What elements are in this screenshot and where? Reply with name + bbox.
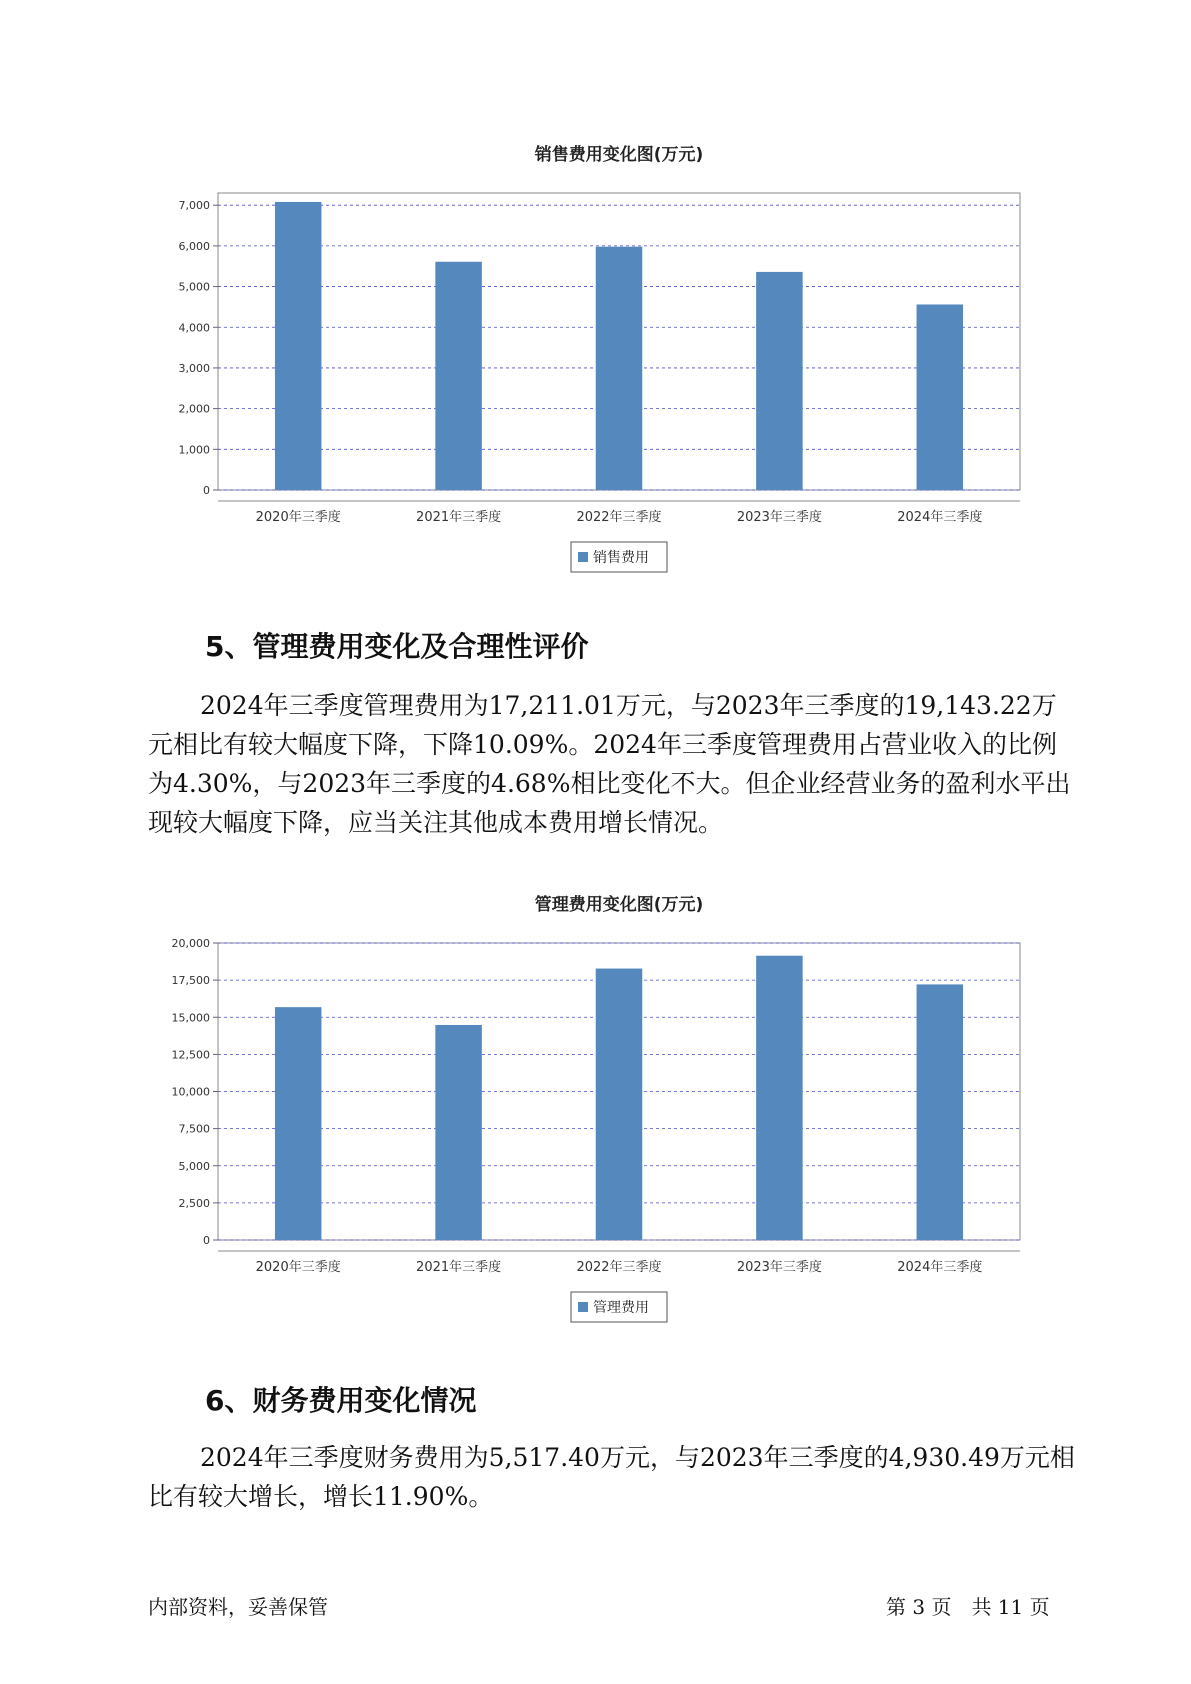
section6-paragraph: 2024年三季度财务费用为5,517.40万元，与2023年三季度的4,930.49万元相比有较大增长，增长11.90%。 bbox=[148, 1443, 1075, 1511]
admin-chart-y-tick-label: 5,000 bbox=[178, 1159, 210, 1173]
footer-left: 内部资料，妥善保管 bbox=[148, 1595, 328, 1619]
sales-chart-x-tick-label: 2024年三季度 bbox=[897, 510, 983, 525]
sales-chart-x-tick-label: 2020年三季度 bbox=[255, 510, 341, 525]
sales-chart-y-tick-label: 6,000 bbox=[178, 239, 210, 253]
admin-chart-x-tick-label: 2021年三季度 bbox=[416, 1260, 502, 1275]
admin-chart-bar bbox=[756, 956, 803, 1240]
admin-chart-bar bbox=[435, 1025, 482, 1240]
admin-chart-y-tick-label: 7,500 bbox=[178, 1122, 210, 1136]
section6-heading: 6、财务费用变化情况 bbox=[205, 1384, 477, 1417]
admin-chart-y-tick-label: 15,000 bbox=[171, 1011, 210, 1025]
sales-chart-bar bbox=[917, 304, 964, 490]
admin-chart-bar bbox=[917, 984, 964, 1240]
admin-chart-y-tick-label: 17,500 bbox=[171, 974, 210, 988]
admin-expense-chart-svg bbox=[150, 885, 1030, 1345]
sales-chart-bar bbox=[275, 202, 322, 490]
admin-expense-chart bbox=[150, 885, 1030, 1345]
sales-chart-y-tick-label: 0 bbox=[203, 484, 210, 497]
sales-chart-legend-label: 销售费用 bbox=[593, 550, 649, 566]
admin-chart-x-tick-label: 2020年三季度 bbox=[255, 1260, 341, 1275]
sales-chart-y-tick-label: 1,000 bbox=[178, 443, 210, 457]
footer-right: 第 3 页 共 11 页 bbox=[886, 1595, 1050, 1619]
admin-chart-y-tick-label: 2,500 bbox=[178, 1196, 210, 1210]
admin-chart-y-tick-label: 0 bbox=[203, 1234, 210, 1247]
admin-chart-y-tick-label: 12,500 bbox=[171, 1048, 210, 1062]
sales-chart-x-tick-label: 2022年三季度 bbox=[576, 510, 662, 525]
admin-chart-legend-label: 管理费用 bbox=[593, 1300, 649, 1316]
section5-paragraph: 2024年三季度管理费用为17,211.01万元，与2023年三季度的19,143.22万元相比有较大幅度下降，下降10.09%。2024年三季度管理费用占营业收入的比例为4.30%，与2023年三季度的4.68%相比变化不大。但企业经营业务的盈利水平出现较大幅度下降，应当关注其他成本费用增长情况。 bbox=[148, 691, 1071, 837]
sales-chart-legend bbox=[571, 542, 667, 572]
admin-chart-legend-swatch bbox=[578, 1302, 588, 1312]
admin-chart-y-tick-label: 20,000 bbox=[171, 937, 210, 950]
admin-chart-legend bbox=[571, 1292, 667, 1322]
sales-chart-y-tick-label: 4,000 bbox=[178, 321, 210, 335]
admin-chart-bar bbox=[275, 1007, 322, 1240]
sales-chart-legend-swatch bbox=[578, 552, 588, 562]
section5-heading: 5、管理费用变化及合理性评价 bbox=[205, 630, 589, 663]
sales-chart-bar bbox=[596, 247, 643, 490]
sales-chart-x-tick-label: 2023年三季度 bbox=[736, 510, 822, 525]
admin-chart-x-tick-label: 2023年三季度 bbox=[736, 1260, 822, 1275]
sales-chart-y-tick-label: 5,000 bbox=[178, 280, 210, 294]
sales-expense-chart-svg bbox=[150, 135, 1030, 595]
sales-chart-x-tick-label: 2021年三季度 bbox=[416, 510, 502, 525]
admin-chart-x-tick-label: 2022年三季度 bbox=[576, 1260, 662, 1275]
sales-chart-bar bbox=[756, 272, 803, 490]
admin-chart-x-tick-label: 2024年三季度 bbox=[897, 1260, 983, 1275]
sales-chart-y-tick-label: 2,000 bbox=[178, 402, 210, 416]
sales-expense-chart bbox=[150, 135, 1030, 595]
sales-chart-bar bbox=[435, 262, 482, 490]
sales-chart-y-tick-label: 3,000 bbox=[178, 361, 210, 375]
admin-chart-y-tick-label: 10,000 bbox=[171, 1085, 210, 1099]
sales-chart-y-tick-label: 7,000 bbox=[178, 199, 210, 213]
admin-chart-bar bbox=[596, 969, 643, 1240]
admin-chart-title: 管理费用变化图(万元) bbox=[534, 895, 704, 915]
sales-chart-title: 销售费用变化图(万元) bbox=[534, 145, 704, 165]
